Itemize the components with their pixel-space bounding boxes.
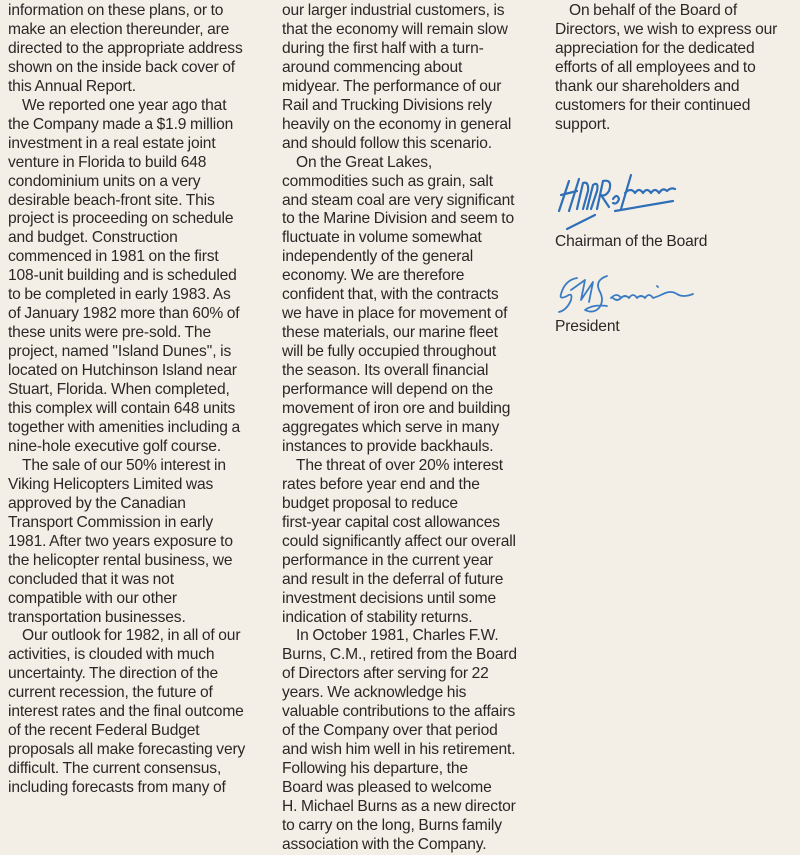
text-line: 1981. After two years exposure to (8, 532, 233, 550)
president-signature-image (555, 270, 705, 318)
text-line: Transport Commission in early (8, 513, 214, 531)
president-signature (555, 270, 800, 318)
text-line: investment in a real estate joint (8, 134, 216, 152)
text-line: efforts of all employees and to (555, 58, 756, 76)
text-line: compatible with our other (8, 589, 177, 607)
text-line: budget proposal to reduce (282, 494, 458, 512)
text-line: our larger industrial customers, is (282, 2, 505, 19)
text-line: of the Company over that period (282, 722, 498, 740)
text-line: transportation businesses. (8, 608, 186, 626)
text-line: years. We acknowledge his (282, 684, 467, 702)
text-line: desirable beach-front site. This (8, 191, 215, 209)
text-line: directed to the appropriate address (8, 39, 243, 57)
text-line: and budget. Construction (8, 229, 178, 247)
text-line: the helicopter rental business, we (8, 551, 233, 569)
text-line: this Annual Report. (8, 77, 136, 95)
text-line: proposals all make forecasting very (8, 741, 246, 759)
text-line: Following his departure, the (282, 760, 468, 778)
text-line: appreciation for the dedicated (555, 39, 755, 57)
text-line: approved by the Canadian (8, 494, 186, 512)
chairman-signature-image (555, 171, 705, 233)
text-line: economy. We are therefore (282, 267, 465, 285)
text-line: difficult. The current consensus, (8, 760, 222, 778)
text-line: We reported one year ago that (22, 96, 227, 114)
text-line: could significantly affect our overall (282, 532, 516, 550)
text-line: performance will depend on the (282, 381, 494, 399)
text-line: concluded that it was not (8, 570, 174, 588)
text-line: On behalf of the Board of (569, 2, 737, 19)
text-line: heavily on the economy in general (282, 115, 512, 133)
text-line: Board was pleased to welcome (282, 779, 492, 797)
president-title: President (555, 317, 620, 335)
text-line: commenced in 1981 on the first (8, 248, 219, 266)
text-line: condominium units on a very (8, 172, 201, 190)
text-line: these units were pre-sold. The (8, 324, 211, 342)
text-line: activities, is clouded with much (8, 646, 215, 664)
text-line: to carry on the long, Burns family (282, 816, 502, 834)
text-line: around commencing about (282, 58, 463, 76)
text-line: project is proceeding on schedule (8, 210, 234, 228)
text-line: and steam coal are very significant (282, 191, 515, 209)
text-line: thank our shareholders and (555, 77, 740, 95)
text-line: H. Michael Burns as a new director (282, 798, 516, 816)
text-line: investment decisions until some (282, 589, 496, 607)
text-line: information on these plans, or to (8, 2, 224, 19)
chairman-title: Chairman of the Board (555, 232, 708, 250)
text-line: will be fully occupied throughout (282, 343, 497, 361)
text-line: confident that, with the contracts (282, 286, 499, 304)
text-line: midyear. The performance of our (282, 77, 502, 95)
text-line: Stuart, Florida. When completed, (8, 381, 230, 399)
text-line: customers for their continued (555, 96, 751, 114)
text-line: and result in the deferral of future (282, 570, 504, 588)
text-line: instances to provide backhauls. (282, 437, 494, 455)
text-line: make an election thereunder, are (8, 20, 230, 38)
text-line: Our outlook for 1982, in all of our (22, 627, 241, 645)
chairman-signature (555, 171, 800, 233)
text-line: Directors, we wish to express our (555, 20, 778, 38)
closing-paragraph (555, 2, 800, 135)
text-line: together with amenities including a (8, 418, 240, 436)
text-line: movement of iron ore and building (282, 400, 511, 418)
text-line: first-year capital cost allowances (282, 513, 500, 531)
text-line: project, named ''Island Dunes'', is (8, 343, 232, 361)
text-line: commodities such as grain, salt (282, 172, 493, 190)
text-line: valuable contributions to the affairs (282, 703, 516, 721)
text-line: and should follow this scenario. (282, 134, 492, 152)
text-line: during the first half with a turn- (282, 39, 484, 57)
text-line: performance in the current year (282, 551, 493, 569)
text-line: Burns, C.M., retired from the Board (282, 646, 517, 664)
text-line: of January 1982 more than 60% of (8, 305, 240, 323)
text-line: to the Marine Division and seem to (282, 210, 514, 228)
text-line: we have in place for movement of (282, 305, 508, 323)
text-line: current recession, the future of (8, 684, 213, 702)
text-column-2 (282, 2, 550, 855)
text-line: the season. Its overall financial (282, 362, 489, 380)
text-line: 108-unit building and is scheduled (8, 267, 237, 285)
text-line: this complex will contain 648 units (8, 400, 236, 418)
text-line: aggregates which serve in many (282, 418, 500, 436)
text-line: support. (555, 115, 611, 133)
text-line: On the Great Lakes, (296, 153, 433, 171)
text-line: In October 1981, Charles F.W. (296, 627, 499, 645)
text-line: including forecasts from many of (8, 779, 226, 797)
text-column-1 (8, 2, 276, 798)
text-line: to be completed in early 1983. As (8, 286, 231, 304)
text-line: and wish him well in his retirement. (282, 741, 516, 759)
text-line: uncertainty. The direction of the (8, 665, 219, 683)
text-column-3 (555, 2, 800, 337)
text-line: of the recent Federal Budget (8, 722, 200, 740)
text-line: The threat of over 20% interest (296, 456, 503, 474)
text-line: The sale of our 50% interest in (22, 456, 226, 474)
text-line: the Company made a $1.9 million (8, 115, 234, 133)
text-line: that the economy will remain slow (282, 20, 508, 38)
text-line: venture in Florida to build 648 (8, 153, 207, 171)
text-line: rates before year end and the (282, 475, 480, 493)
text-line: independently of the general (282, 248, 474, 266)
text-line: shown on the inside back cover of (8, 58, 235, 76)
text-line: located on Hutchinson Island near (8, 362, 237, 380)
text-line: of Directors after serving for 22 (282, 665, 489, 683)
text-line: interest rates and the final outcome (8, 703, 244, 721)
text-line: these materials, our marine fleet (282, 324, 498, 342)
text-line: fluctuate in volume somewhat (282, 229, 482, 247)
text-line: Rail and Trucking Divisions rely (282, 96, 492, 114)
text-line: association with the Company. (282, 835, 487, 853)
text-line: nine-hole executive golf course. (8, 437, 222, 455)
text-line: Viking Helicopters Limited was (8, 475, 214, 493)
text-line: indication of stability returns. (282, 608, 473, 626)
